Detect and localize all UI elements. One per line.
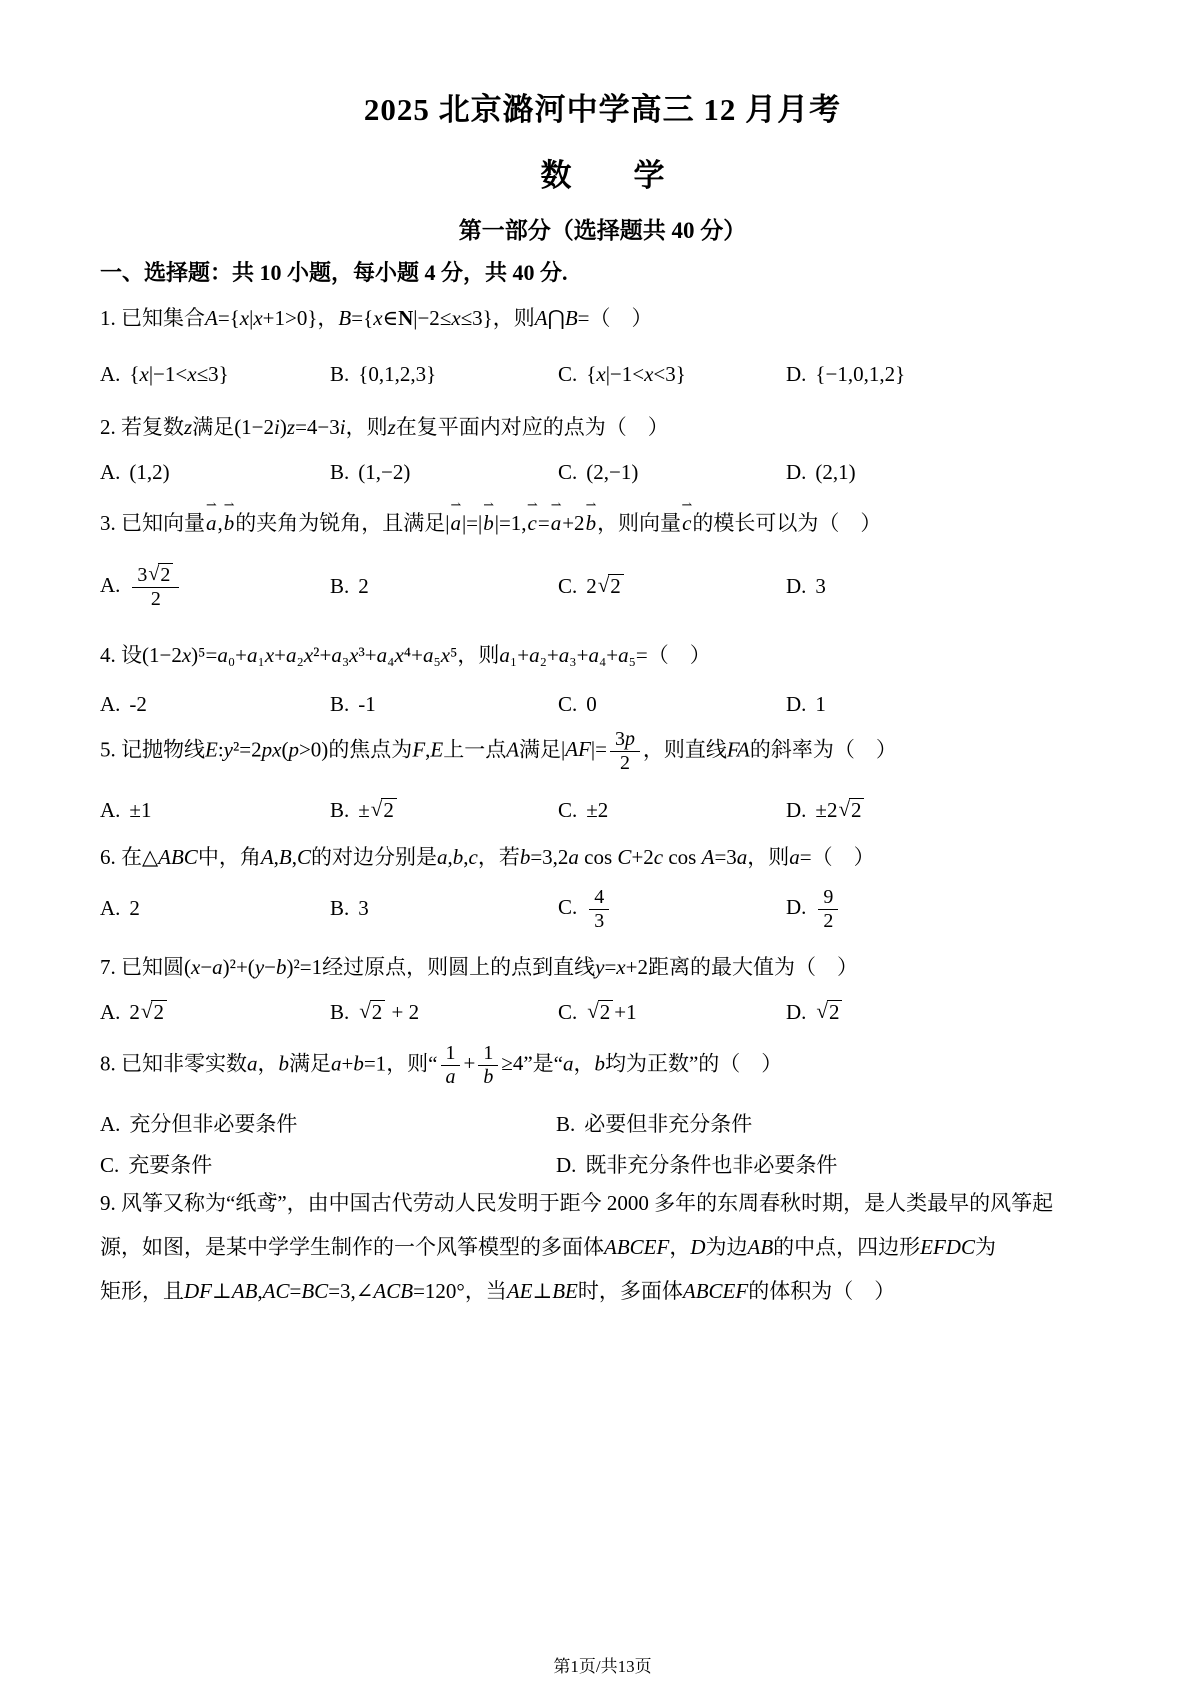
question-3-stem: 3. 已知向量a ⇀,b ⇀的夹角为锐角，且满足|a ⇀|=|b ⇀|=1,c ⇀=a ⇀+2b ⇀，则向量c ⇀的模长可以为（ ） — [100, 508, 1105, 540]
option-text: 充要条件 — [128, 1153, 213, 1178]
question-4-option-a — [100, 690, 330, 719]
question-6-stem: 6. 在△ABC中，角A,B,C的对边分别是a,b,c，若b=3,2a cos C+2c cos A=3a，则a=（ ） — [100, 845, 875, 869]
question-1-stem: 1. 已知集合A={x|x+1>0}，B={x∈N|−2≤x≤3}，则A⋂B=（ ） — [100, 306, 653, 330]
option-text: √ 2 +1 — [587, 998, 637, 1024]
question-6-option-b — [330, 894, 558, 923]
option-text: (2,−1) — [586, 460, 639, 484]
question-6-option-d — [786, 886, 1105, 933]
option-text: 1 — [815, 692, 826, 716]
option-label: B. — [556, 1112, 576, 1136]
question-8-stem: 8. 已知非零实数a，b满足a+b=1，则“ $\frac{1}{a}$ + $\frac{1}{b}$ ≥4”是“a，b均为正数”的（ ） — [100, 1042, 783, 1088]
option-text: (2,1) — [815, 460, 856, 484]
question-6-option-a — [100, 894, 330, 923]
option-label: A. — [100, 362, 121, 386]
question-4-options — [100, 690, 1105, 719]
question-6-option-c — [558, 886, 786, 933]
question-5-option-c — [558, 796, 786, 825]
option-label: A. — [100, 692, 121, 716]
question-1-option-b — [330, 360, 558, 389]
question-3-options — [100, 556, 1105, 618]
question-5-option-b — [330, 796, 558, 825]
option-text: $\frac{4}{3}$ — [586, 895, 612, 919]
question-4-option-c — [558, 690, 786, 719]
option-text: 2 — [129, 896, 140, 921]
question-9-stem-line-1: 9. 风筝又称为“纸鸢”，由中国古代劳动人民发明于距今 2000 多年的东周春秋时期，是人类最早的风筝起 — [100, 1191, 1054, 1215]
option-label: D. — [786, 798, 807, 822]
question-7-option-c — [558, 998, 786, 1027]
question-2-option-c — [558, 458, 786, 487]
question-6-options — [100, 880, 1105, 938]
option-label: B. — [330, 1000, 350, 1024]
question-8-option-a — [100, 1110, 556, 1139]
option-text: ±2 √ 2 — [815, 798, 865, 822]
section-header: 第一部分（选择题共 40 分） — [458, 218, 747, 243]
question-2-option-a — [100, 458, 330, 487]
question-1-option-d — [786, 360, 1105, 389]
option-label: D. — [786, 460, 807, 484]
option-text: 3 — [358, 896, 369, 921]
question-1-option-c — [558, 360, 786, 389]
option-label: B. — [330, 798, 350, 822]
question-4-option-b — [330, 690, 558, 719]
option-text: ±2 — [586, 798, 609, 822]
option-text: 0 — [586, 692, 597, 716]
question-7-stem: 7. 已知圆(x−a)²+(y−b)²=1经过原点，则圆上的点到直线y=x+2距离的最大值为（ ） — [100, 955, 858, 979]
option-label: D. — [786, 362, 807, 386]
option-label: D. — [786, 574, 807, 599]
option-label: A. — [100, 798, 121, 822]
option-text: {x|−1<x≤3} — [129, 362, 229, 386]
option-label: D. — [786, 894, 807, 919]
option-label: B. — [330, 574, 350, 599]
option-label: A. — [100, 1112, 121, 1136]
option-text: (1,−2) — [358, 460, 411, 484]
option-label: B. — [330, 692, 350, 716]
option-text: {−1,0,1,2} — [815, 362, 906, 386]
option-text: 2 √ 2 — [586, 574, 625, 598]
option-text: $\frac{9}{2}$ — [815, 895, 841, 919]
question-5-option-d — [786, 796, 1105, 825]
option-label: C. — [558, 460, 578, 484]
option-text: ±1 — [129, 798, 152, 822]
option-label: C. — [558, 798, 578, 822]
question-7-option-d — [786, 998, 1105, 1027]
question-8-options — [100, 1110, 1105, 1181]
question-4-option-d — [786, 690, 1105, 719]
option-label: D. — [556, 1153, 577, 1178]
question-5-stem: 5. 记抛物线E:y²=2px(p>0)的焦点为F,E上一点A满足|AF|= $\frac{3p}{2}$ ，则直线FA的斜率为（ ） — [100, 728, 897, 774]
option-label: C. — [100, 1153, 120, 1178]
option-label: C. — [558, 574, 578, 599]
option-label: B. — [330, 362, 350, 386]
option-label: B. — [330, 896, 350, 921]
question-3-option-c — [558, 572, 786, 601]
option-label: C. — [558, 1000, 578, 1024]
question-7-options — [100, 998, 1105, 1027]
question-5-option-a — [100, 796, 330, 825]
question-3-option-a — [100, 563, 330, 611]
option-text: (1,2) — [129, 460, 170, 484]
question-2-options — [100, 458, 1105, 487]
option-label: A. — [100, 572, 121, 597]
option-label: A. — [100, 1000, 121, 1024]
option-text: 2 — [358, 574, 369, 599]
option-label: D. — [786, 692, 807, 716]
option-text: √ 2 — [815, 1000, 843, 1024]
option-label: A. — [100, 896, 121, 921]
option-label: C. — [558, 362, 578, 386]
section-instructions: 一、选择题：共 10 小题，每小题 4 分，共 40 分. — [100, 260, 568, 285]
question-2-option-b — [330, 458, 558, 487]
question-8-option-c — [100, 1151, 556, 1180]
question-9-stem-line-3: 矩形，且DF⊥AB,AC=BC=3,∠ACB=120°，当AE⊥BE时，多面体ABCEF的体积为（ ） — [100, 1279, 896, 1303]
question-1-options — [100, 360, 1105, 389]
option-label: A. — [100, 460, 121, 484]
option-text: 既非充分条件也非必要条件 — [585, 1153, 838, 1178]
option-text: 充分但非必要条件 — [129, 1112, 298, 1136]
page-footer: 第1页/共13页 — [553, 1657, 652, 1676]
option-text: -1 — [358, 692, 376, 716]
question-9-stem-line-2: 源，如图，是某中学学生制作的一个风筝模型的多面体ABCEF，D为边AB的中点，四边形EFDC为 — [100, 1235, 996, 1259]
option-text: 3 √ 2 2 — [129, 573, 182, 597]
option-label: D. — [786, 1000, 807, 1024]
page-title: 2025 北京潞河中学高三 12 月月考 — [363, 92, 842, 127]
question-3-option-b — [330, 572, 558, 601]
question-2-stem: 2. 若复数z满足(1−2i)z=4−3i，则z在复平面内对应的点为（ ） — [100, 415, 669, 439]
question-7-option-a — [100, 998, 330, 1027]
question-5-options — [100, 796, 1105, 825]
option-label: C. — [558, 692, 578, 716]
question-3-option-d — [786, 572, 1105, 601]
option-text: -2 — [129, 692, 147, 716]
option-text: √ 2 + 2 — [359, 998, 420, 1024]
question-7-option-b — [330, 998, 558, 1027]
option-text: {x|−1<x<3} — [586, 362, 686, 386]
question-8-option-d — [556, 1151, 1105, 1180]
question-8-option-b — [556, 1110, 1105, 1139]
question-1-option-a — [100, 360, 330, 389]
option-label: B. — [330, 460, 350, 484]
option-text: 3 — [815, 574, 826, 599]
option-text: 必要但非充分条件 — [584, 1112, 753, 1136]
option-text: ± √ 2 — [358, 798, 398, 822]
question-2-option-d — [786, 458, 1105, 487]
option-label: C. — [558, 894, 578, 919]
question-4-stem: 4. 设(1−2x)⁵=a₀+a₁x+a₂x²+a₃x³+a₄x⁴+a₅x⁵，则a₁+a₂+a₃+a₄+a₅=（ ） — [100, 643, 711, 667]
option-text: 2 √ 2 — [129, 1000, 168, 1024]
subject-title: 数 学 — [540, 158, 665, 193]
option-text: {0,1,2,3} — [358, 362, 437, 386]
